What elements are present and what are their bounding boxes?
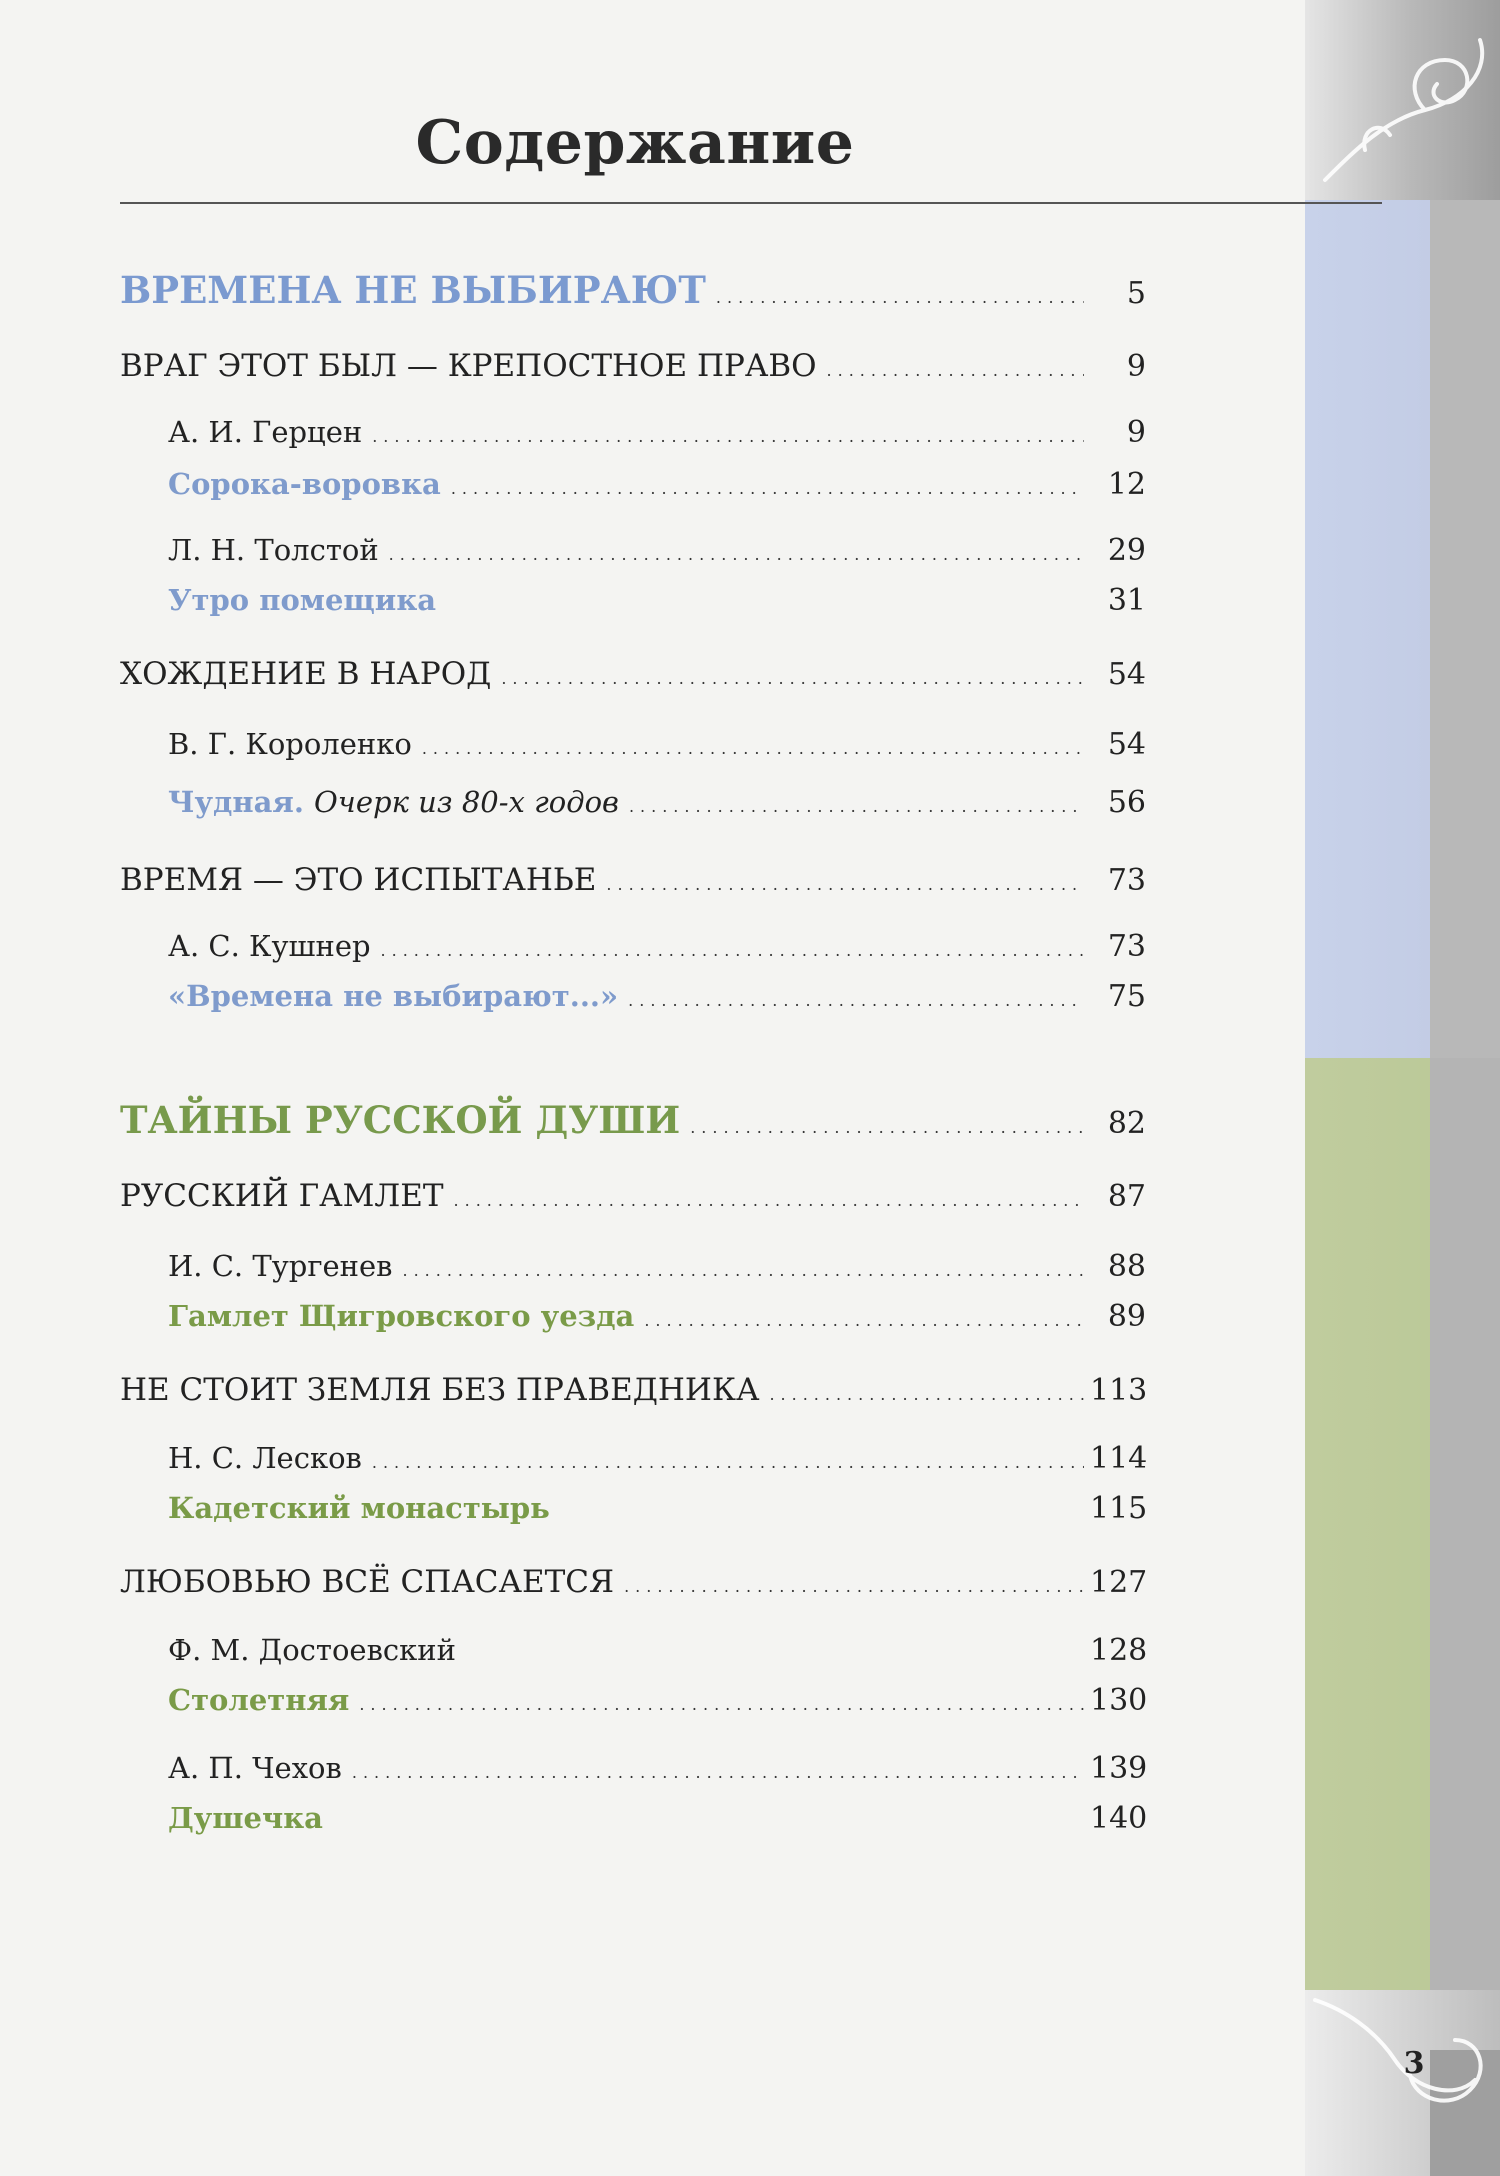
side-band-green <box>1305 1058 1500 1990</box>
toc-page: 73 <box>1107 929 1146 964</box>
leader-dots <box>644 1311 1084 1330</box>
toc-work[interactable] <box>168 1292 1146 1340</box>
toc-page: 128 <box>1090 1633 1148 1668</box>
toc-page: 12 <box>1107 467 1146 502</box>
toc-page: 127 <box>1090 1565 1148 1600</box>
leader-dots <box>769 1385 1084 1404</box>
leader-dots <box>381 941 1084 960</box>
toc-author-name: Л. Н. Толстой <box>168 533 379 567</box>
toc-work[interactable] <box>168 576 1146 624</box>
toc-author[interactable] <box>168 526 1146 574</box>
leader-dots <box>372 1453 1084 1472</box>
toc-author[interactable] <box>168 1434 1146 1482</box>
toc-work[interactable] <box>168 778 1146 826</box>
toc-page: 82 <box>1107 1106 1146 1141</box>
toc-author-name: Н. С. Лесков <box>168 1441 362 1475</box>
toc-page: 140 <box>1090 1801 1148 1836</box>
toc-section-title: ВРЕМЕНА НЕ ВЫБИРАЮТ <box>120 268 706 312</box>
toc-chapter-title: ХОЖДЕНИЕ В НАРОД <box>120 656 492 692</box>
leader-dots <box>624 1577 1084 1596</box>
toc-author-name: А. С. Кушнер <box>168 929 371 963</box>
leader-dots <box>352 1763 1084 1782</box>
toc-work-title: Сорока-воровка <box>168 467 441 501</box>
leader-dots <box>501 669 1084 688</box>
toc-page: 130 <box>1090 1683 1148 1718</box>
toc-chapter[interactable] <box>120 1366 1146 1414</box>
toc-work[interactable] <box>168 1676 1146 1724</box>
toc-work-title: Столетняя <box>168 1683 350 1717</box>
toc-work[interactable] <box>168 1794 1146 1842</box>
title-divider <box>120 202 1382 204</box>
toc-author-name: А. И. Герцен <box>168 415 363 449</box>
toc-page: 54 <box>1107 727 1146 762</box>
leader-dots <box>451 479 1084 498</box>
toc-chapter[interactable] <box>120 856 1146 904</box>
toc-chapter-title: ВРАГ ЭТОТ БЫЛ — КРЕПОСТНОЕ ПРАВО <box>120 348 817 384</box>
toc-chapter[interactable] <box>120 1558 1146 1606</box>
toc-chapter[interactable] <box>120 342 1146 390</box>
toc-page: 9 <box>1126 415 1146 450</box>
toc-chapter-title: НЕ СТОИТ ЗЕМЛЯ БЕЗ ПРАВЕДНИКА <box>120 1372 760 1408</box>
toc-author-name: В. Г. Короленко <box>168 727 412 761</box>
toc-page: 115 <box>1090 1491 1148 1526</box>
leader-dots <box>827 361 1084 380</box>
leader-dots <box>372 427 1084 446</box>
toc-work-title: «Времена не выбирают...» <box>168 979 619 1013</box>
toc-chapter-title: ВРЕМЯ — ЭТО ИСПЫТАНЬЕ <box>120 862 597 898</box>
toc-author-name: Ф. М. Достоевский <box>168 1633 456 1667</box>
toc-page: 31 <box>1107 583 1146 618</box>
toc-work-title: Душечка <box>168 1801 323 1835</box>
leader-dots <box>628 991 1084 1010</box>
toc-author[interactable] <box>168 922 1146 970</box>
toc-page: 113 <box>1090 1373 1148 1408</box>
leader-dots <box>629 797 1084 816</box>
toc-chapter[interactable] <box>120 650 1146 698</box>
leader-dots <box>606 875 1084 894</box>
leader-dots <box>422 739 1084 758</box>
toc-page: 73 <box>1107 863 1146 898</box>
toc-page: 56 <box>1107 785 1146 820</box>
toc-page: 5 <box>1126 276 1146 311</box>
toc-work-title <box>168 778 629 826</box>
leader-dots <box>716 288 1084 307</box>
toc-author[interactable] <box>168 720 1146 768</box>
toc-chapter[interactable] <box>120 1172 1146 1220</box>
toc-author[interactable] <box>168 1242 1146 1290</box>
toc-section[interactable] <box>120 1096 1146 1144</box>
swirl-ornament-icon <box>1305 0 1500 200</box>
toc-work-title: Утро помещика <box>168 583 437 617</box>
toc-work[interactable] <box>168 460 1146 508</box>
toc-work-subtitle: Очерк из 80-х годов <box>314 785 619 819</box>
page-number: 3 <box>1403 2046 1425 2081</box>
toc-page: 75 <box>1107 979 1146 1014</box>
toc-work[interactable] <box>168 1484 1146 1532</box>
toc-section[interactable] <box>120 266 1146 314</box>
toc-section-title: ТАЙНЫ РУССКОЙ ДУШИ <box>120 1098 681 1142</box>
toc-author[interactable] <box>168 1744 1146 1792</box>
toc-page: 9 <box>1126 349 1146 384</box>
toc-author[interactable] <box>168 408 1146 456</box>
toc-page: 29 <box>1107 533 1146 568</box>
leader-dots <box>403 1261 1085 1280</box>
toc-work-name: Чудная. <box>168 785 304 819</box>
toc-work-title: Кадетский монастырь <box>168 1491 550 1525</box>
toc-chapter-title: РУССКИЙ ГАМЛЕТ <box>120 1178 444 1214</box>
toc-author-name: И. С. Тургенев <box>168 1249 393 1283</box>
toc-work-title: Гамлет Щигровского уезда <box>168 1299 635 1333</box>
leader-dots <box>690 1118 1084 1137</box>
toc-page: 89 <box>1107 1299 1146 1334</box>
page-title: Содержание <box>415 108 855 178</box>
toc-author-name: А. П. Чехов <box>168 1751 342 1785</box>
toc-page: 139 <box>1090 1751 1148 1786</box>
leader-dots <box>454 1191 1084 1210</box>
leader-dots <box>359 1695 1084 1714</box>
toc-page: 54 <box>1107 657 1146 692</box>
toc-page: 88 <box>1107 1249 1146 1284</box>
toc-chapter-title: ЛЮБОВЬЮ ВСЁ СПАСАЕТСЯ <box>120 1564 615 1600</box>
toc-work[interactable] <box>168 972 1146 1020</box>
side-band-blue <box>1305 200 1500 1058</box>
toc-page: 114 <box>1090 1441 1148 1476</box>
leader-dots <box>389 545 1084 564</box>
toc-page: 87 <box>1107 1179 1146 1214</box>
toc-author[interactable] <box>168 1626 1146 1674</box>
